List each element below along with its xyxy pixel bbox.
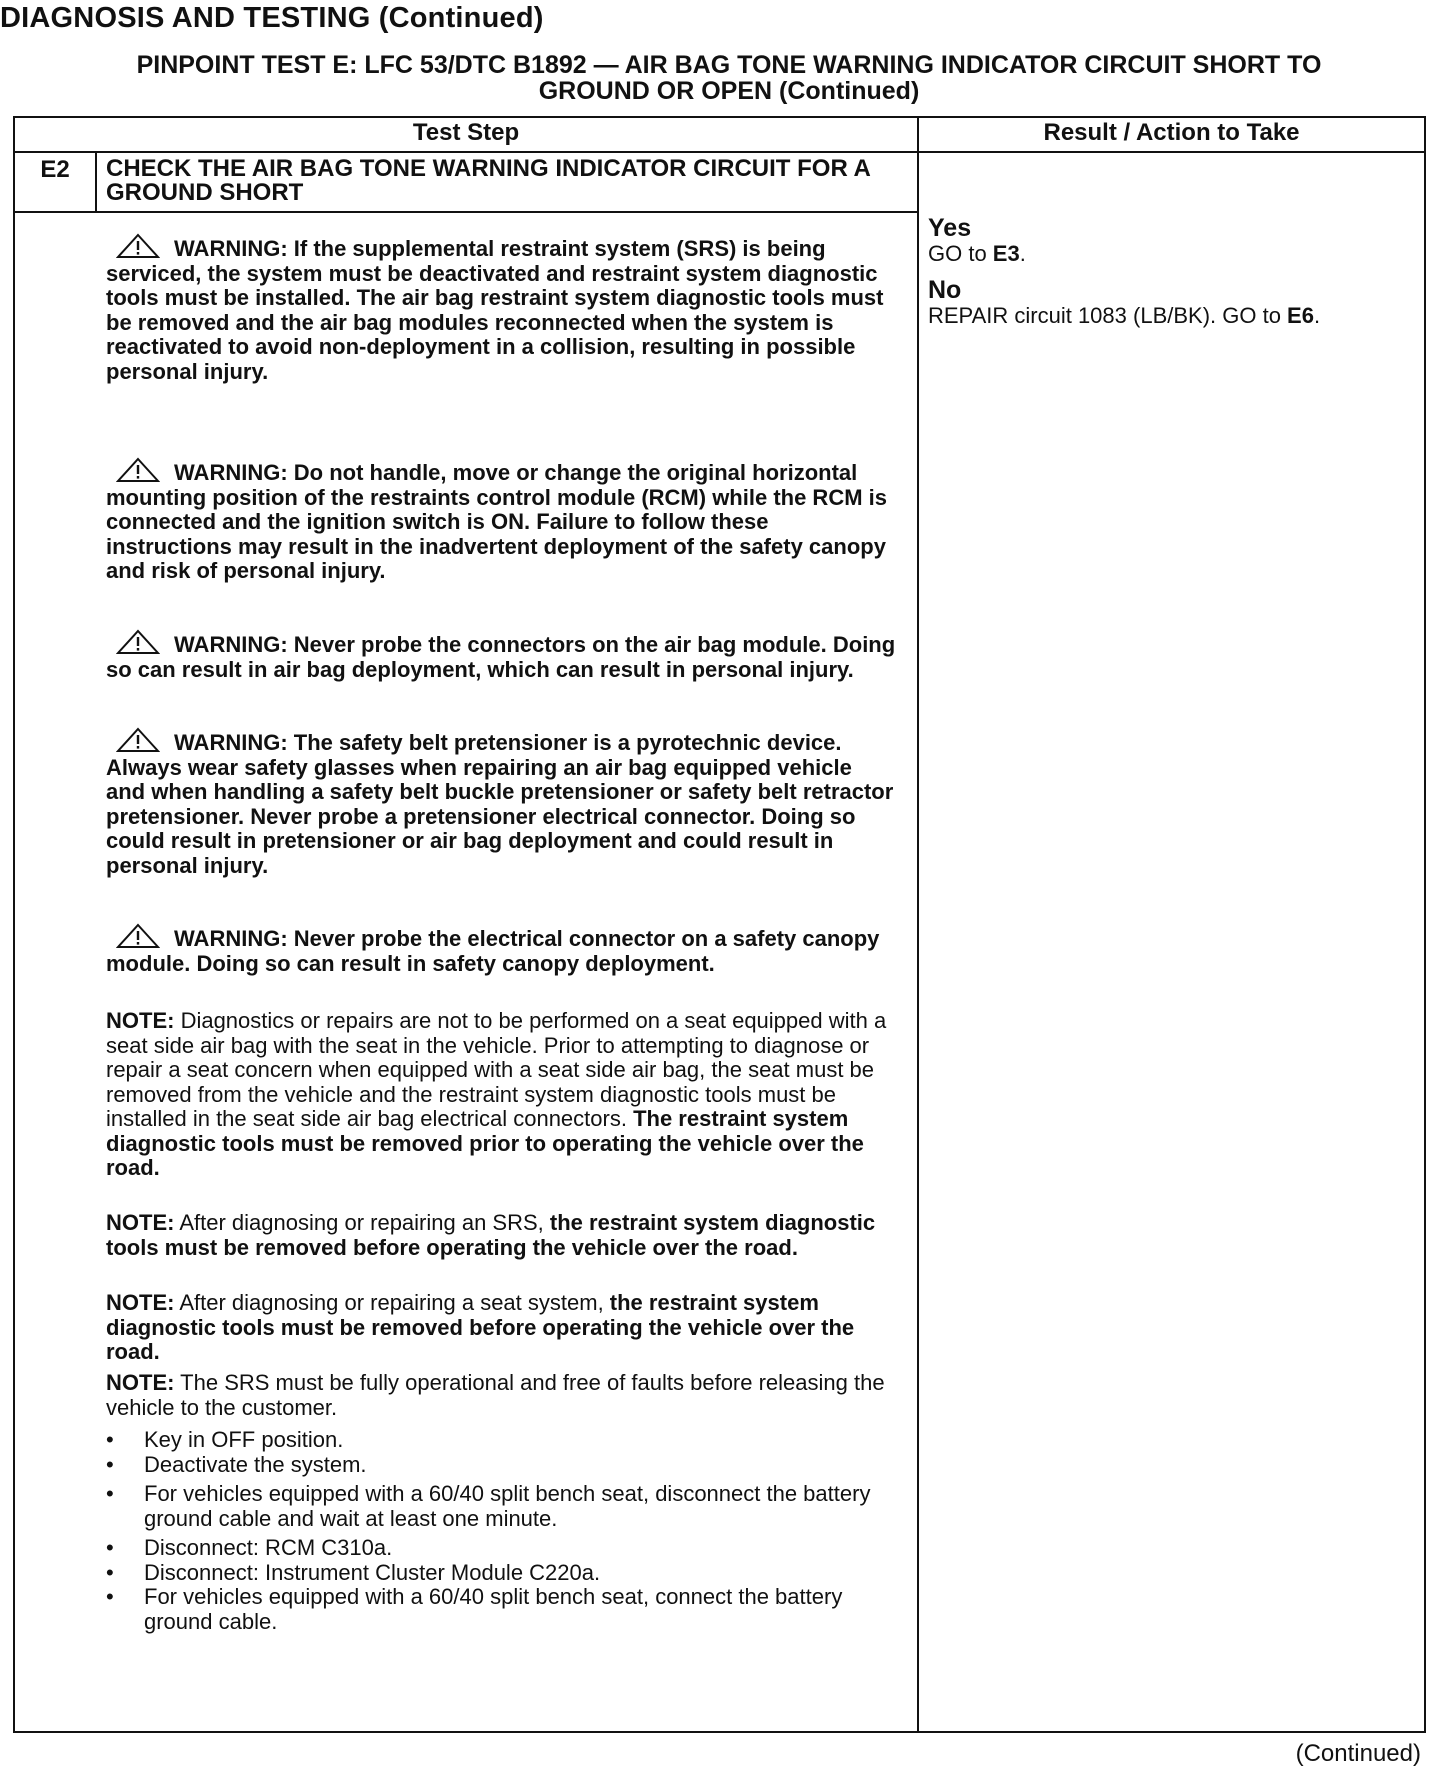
pinpoint-test-title xyxy=(14,52,1444,104)
list-item: • Disconnect: RCM C310a. xyxy=(106,1536,896,1561)
warning-triangle-icon xyxy=(116,727,160,753)
result-yes-action: GO to E3. xyxy=(928,241,1026,266)
page-title: DIAGNOSIS AND TESTING (Continued) xyxy=(0,2,544,34)
note-srs-operational: NOTE: The SRS must be fully operational and free of faults before releasing the vehicle to the customer. xyxy=(106,1370,885,1420)
list-item: • Deactivate the system. xyxy=(106,1453,896,1478)
warning-probe-connectors: WARNING: Never probe the connectors on the air bag module. Doing so can result in air bag deployment, which can result in personal injury. xyxy=(106,629,896,682)
list-item: • For vehicles equipped with a 60/40 split bench seat, disconnect the battery ground cable and wait at least one minute. xyxy=(106,1482,896,1531)
step-ref-e6: E6 xyxy=(1287,303,1314,328)
result-no-action: REPAIR circuit 1083 (LB/BK). GO to E6. xyxy=(928,303,1321,328)
step-ref-e3: E3 xyxy=(992,241,1020,266)
step-title: CHECK THE AIR BAG TONE WARNING INDICATOR CIRCUIT FOR A GROUND SHORT xyxy=(106,155,870,206)
result-yes xyxy=(928,215,1428,266)
step-id: E2 xyxy=(40,156,70,183)
result-no-label: No xyxy=(928,276,962,304)
note-seat-side-air-bag: NOTE: Diagnostics or repairs are not to be performed on a seat equipped with a seat side air bag with the seat in the vehicle. Prior to attempting to diagnose or repair a seat concern when equipped with a seat side air bag, the seat must be removed from the vehicle and the restraint system diagnostic tools must be installed in the seat side air bag electrical connectors. The restraint system diagnostic tools must be removed prior to operating the vehicle over the road. xyxy=(106,1008,887,1180)
warning-rcm-position: WARNING: Do not handle, move or change the original horizontal mounting position of the restraints control module (RCM) while the RCM is connected and the ignition switch is ON. Failure to follow these instructions may result in the inadvertent deployment of the safety canopy and risk of personal injury. xyxy=(106,457,896,584)
note-after-srs: NOTE: After diagnosing or repairing an SRS, the restraint system diagnostic tools must be removed before operating the vehicle over the road. xyxy=(106,1210,876,1260)
warning-triangle-icon xyxy=(116,233,160,259)
warning-pretensioner: WARNING: The safety belt pretensioner is a pyrotechnic device. Always wear safety glasses when repairing an air bag equipped vehicle and when handling a safety belt buckle pretensioner or safety belt retractor pretensioner. Never probe a pretensioner electrical connector. Doing so could result in pretensioner or air bag deployment and could result in personal injury. xyxy=(106,727,896,878)
continued-label: (Continued) xyxy=(1295,1740,1421,1767)
column-header-result: Result / Action to Take xyxy=(1043,119,1300,146)
header-divider xyxy=(13,151,1426,153)
warning-triangle-icon xyxy=(116,629,160,655)
warning-triangle-icon xyxy=(116,457,160,483)
result-yes-label: Yes xyxy=(928,214,972,242)
list-item: • Key in OFF position. xyxy=(106,1428,896,1453)
result-no xyxy=(928,277,1428,328)
list-item: • For vehicles equipped with a 60/40 split bench seat, connect the battery ground cable. xyxy=(106,1585,896,1634)
procedure-steps xyxy=(106,1428,896,1634)
column-divider xyxy=(917,116,919,1733)
step-id-divider xyxy=(95,151,97,213)
column-header-test-step: Test Step xyxy=(412,119,520,146)
warning-safety-canopy: WARNING: Never probe the electrical connector on a safety canopy module. Doing so can result in safety canopy deployment. xyxy=(106,923,896,976)
test-title-line-1: PINPOINT TEST E: LFC 53/DTC B1892 — AIR BAG TONE WARNING INDICATOR CIRCUIT SHORT TO xyxy=(136,51,1322,79)
list-item: • Disconnect: Instrument Cluster Module C220a. xyxy=(106,1561,896,1586)
test-title-line-2: GROUND OR OPEN (Continued) xyxy=(538,77,920,105)
step-divider xyxy=(13,211,919,213)
note-after-seat-system: NOTE: After diagnosing or repairing a seat system, the restraint system diagnostic tools must be removed before operating the vehicle over the road. xyxy=(106,1290,855,1364)
warning-triangle-icon xyxy=(116,923,160,949)
warning-srs-service: WARNING: If the supplemental restraint system (SRS) is being serviced, the system must be deactivated and restraint system diagnostic tools must be installed. The air bag restraint system diagnostic tools must be removed and the air bag modules reconnected when the system is reactivated to avoid non-deployment in a collision, resulting in possible personal injury. xyxy=(106,233,896,384)
